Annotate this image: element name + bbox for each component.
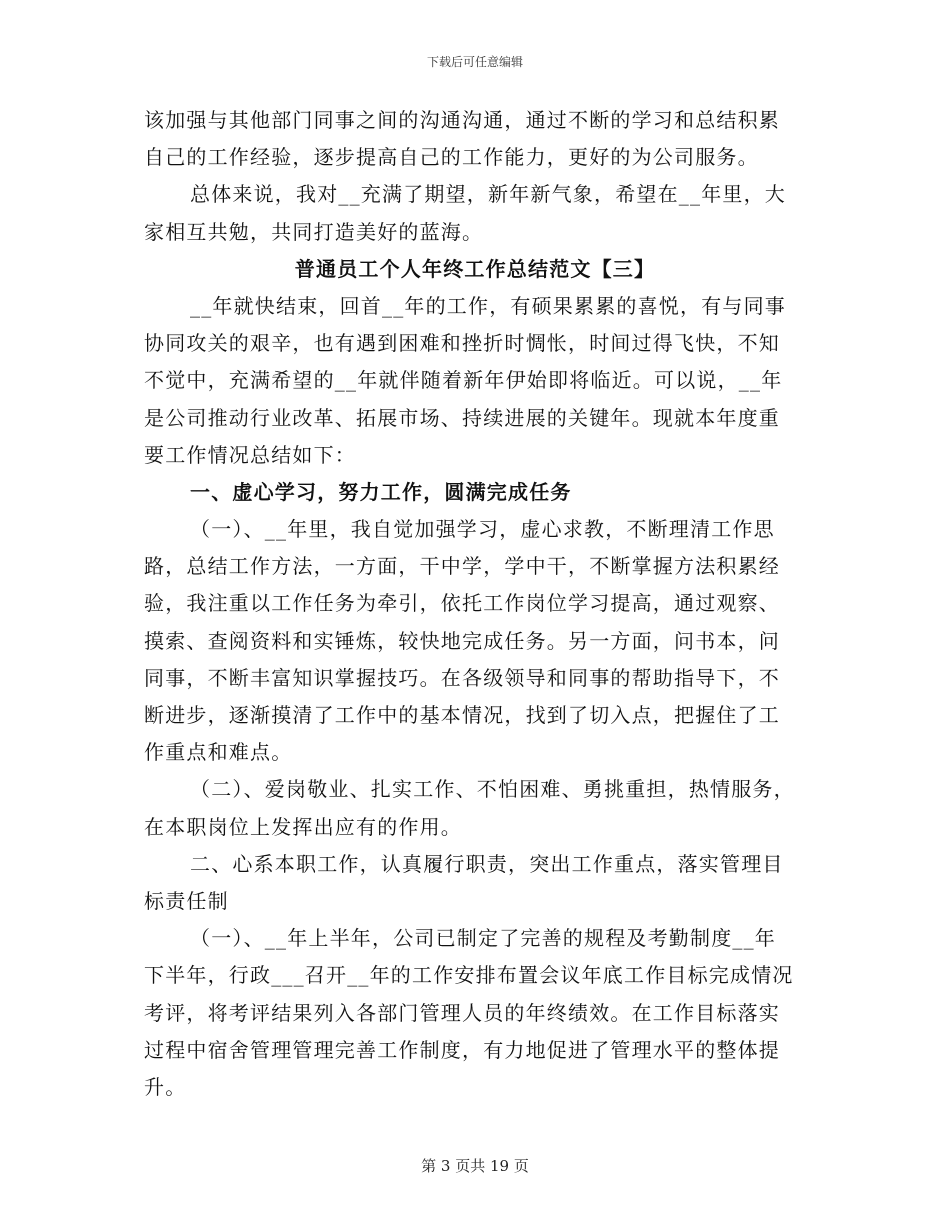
paragraph-line: （一）、__年里，我自觉加强学习，虚心求教，不断理清工作思 <box>190 517 775 542</box>
paragraph-line: 二、心系本职工作，认真履行职责，突出工作重点，落实管理目 <box>190 851 784 876</box>
paragraph-line: 路，总结工作方法，一方面，干中学，学中干，不断掌握方法积累经 <box>144 554 780 579</box>
paragraph-line: 标责任制 <box>144 888 229 913</box>
section-heading: 一、虚心学习，努力工作，圆满完成任务 <box>190 479 572 504</box>
paragraph-line: __年就快结束，回首__年的工作，有硕果累累的喜悦，有与同事 <box>190 293 786 318</box>
paragraph-line: 不觉中，充满希望的__年就伴随着新年伊始即将临近。可以说，__年 <box>144 368 783 393</box>
paragraph-line: 协同攻关的艰辛，也有遇到困难和挫折时惆怅，时间过得飞快，不知 <box>144 331 780 356</box>
paragraph-line: 断进步，逐渐摸清了工作中的基本情况，找到了切入点，把握住了工 <box>144 703 780 727</box>
paragraph-line: （一）、__年上半年，公司已制定了完善的规程及考勤制度__年 <box>190 926 776 951</box>
paragraph-line: 验，我注重以工作任务为牵引，依托工作岗位学习提高，通过观察、 <box>144 591 780 616</box>
paragraph-line: 要工作情况总结如下： <box>144 442 356 467</box>
paragraph-line: 该加强与其他部门同事之间的沟通沟通，通过不断的学习和总结积累 <box>144 108 780 132</box>
paragraph-line: 家相互共勉，共同打造美好的蓝海。 <box>144 219 484 244</box>
page-number: 第 3 页共 19 页 <box>421 1157 529 1175</box>
paragraph-line: 作重点和难点。 <box>144 740 293 765</box>
paragraph-line: 在本职岗位上发挥出应有的作用。 <box>144 814 462 839</box>
paragraph-line: 自己的工作经验，逐步提高自己的工作能力，更好的为公司服务。 <box>144 145 759 170</box>
paragraph-line: （二）、爱岗敬业、扎实工作、不怕困难、勇挑重担，热情服务， <box>190 777 795 802</box>
paragraph-line: 同事，不断丰富知识掌握技巧。在各级领导和同事的帮助指导下，不 <box>144 665 780 690</box>
paragraph-line: 过程中宿舍管理管理完善工作制度，有力地促进了管理水平的整体提 <box>144 1037 780 1062</box>
paragraph-line: 是公司推动行业改革、拓展市场、持续进展的关键年。现就本年度重 <box>144 405 780 430</box>
page-header: 下载后可任意编辑 <box>426 55 523 69</box>
paragraph-line: 摸索、查阅资料和实锤炼，较快地完成任务。另一方面，问书本，问 <box>144 628 780 653</box>
paragraph-line: 下半年，行政___召开__年的工作安排布置会议年底工作目标完成情况 <box>144 963 794 988</box>
section-title: 普通员工个人年终工作总结范文【三】 <box>294 256 656 281</box>
document-body <box>144 102 806 1106</box>
paragraph-line: 总体来说，我对__充满了期望，新年新气象，希望在__年里，大 <box>190 182 786 207</box>
paragraph-line: 升。 <box>144 1074 187 1099</box>
paragraph-line: 考评，将考评结果列入各部门管理人员的年终绩效。在工作目标落实 <box>144 1000 780 1025</box>
